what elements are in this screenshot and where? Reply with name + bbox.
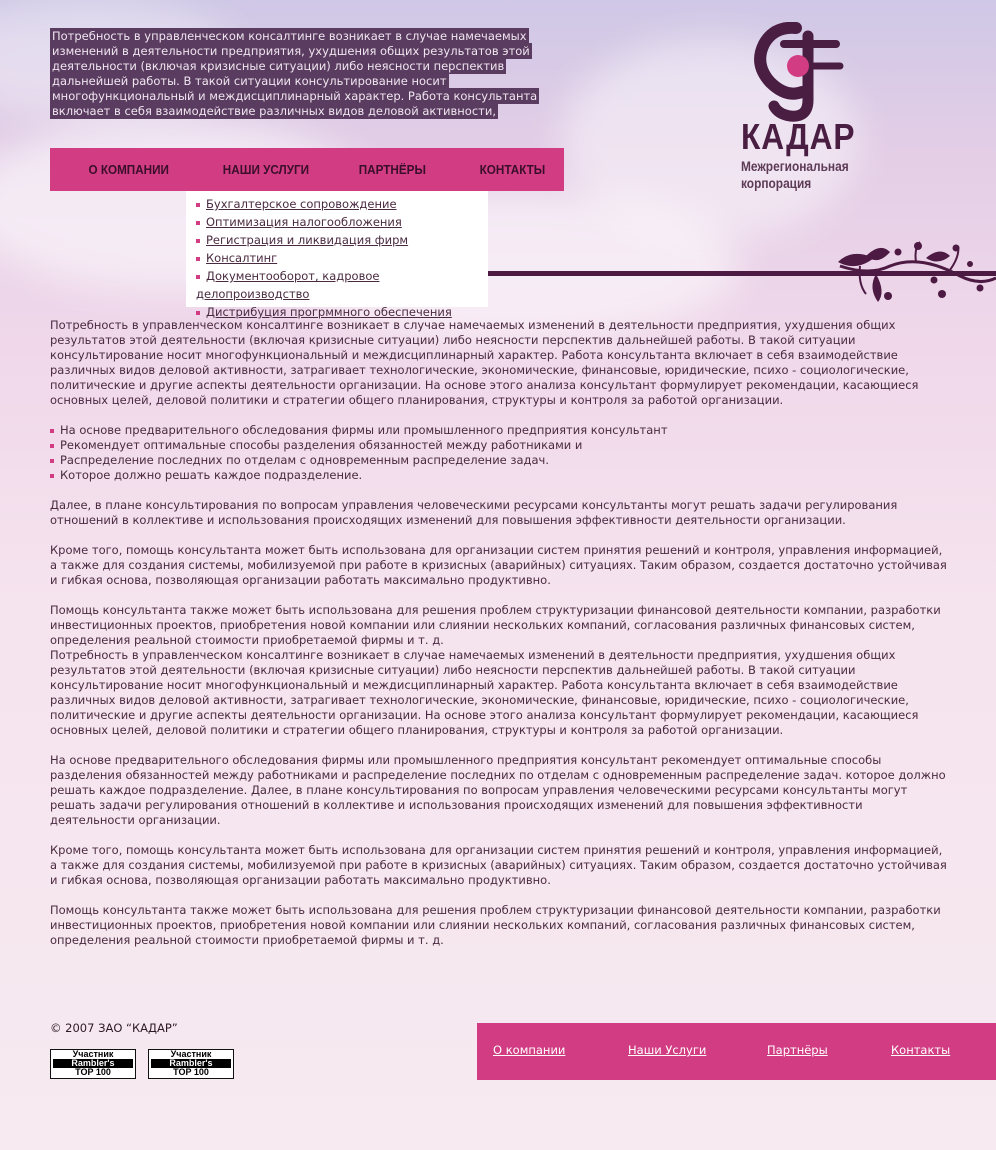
dropdown-link-distribution[interactable]: Дистрибуция прогрммного обеспечения (206, 305, 452, 319)
content-paragraph: На основе предварительного обследования фирмы или промышленного предприятия консультант рекомендует оптимальные способы разделения обязанностей между работниками и распределение последних по отделам с одновременным распределение задач. которое должно решать каждое подразделение. Далее, в плане консультирования по вопросам управления человеческими ресурсами консультанты могут решать задачи регулирования отношений в коллективе и использования происходящих изменений для повышения эффективности деятельности организации. (50, 753, 946, 827)
nav-item-company[interactable]: О КОМПАНИИ (88, 162, 169, 177)
dropdown-link-registration[interactable]: Регистрация и ликвидация фирм (206, 233, 409, 247)
dropdown-link-documents[interactable]: Документооборот, кадровое делопроизводство (196, 269, 380, 301)
dropdown-item (196, 267, 488, 303)
branch-icon (830, 236, 996, 306)
content-paragraph: Кроме того, помощь консультанта может быть использована для организации систем принятия решений и контроля, управления информацией, а также для создания системы, мобилизуемой при работе в кризисных (аварийных) ситуациях. Таким образом, создается достаточно устойчивая и гибкая основа, позволяющая организации работать максимально продуктивно. (50, 843, 947, 887)
content-list (50, 423, 950, 483)
nav-item-contacts[interactable]: КОНТАКТЫ (479, 162, 546, 177)
footer-link-partners[interactable]: Партнёры (767, 1043, 828, 1057)
counter-bottom-text: TOP 100 (173, 1067, 209, 1077)
intro-text-highlight: Потребность в управленческом консалтинге возникает в случае намечаемых изменений в деятельности предприятия, ухудшения общих результатов этой деятельности (включая кризисные ситуации) либо неясности перспектив дальнейшей работы. В такой ситуации консультирование носит многофункциональный и междисциплинарный характер. Работа консультанта включает в себя взаимодействие различных видов деловой активности, (52, 29, 538, 118)
content-paragraph: Далее, в плане консультирования по вопросам управления человеческими ресурсами консультанты могут решать задачи регулирования отношений в коллективе и использования происходящих изменений для повышения эффективности деятельности организации. (50, 498, 898, 527)
list-item: Рекомендует оптимальные способы разделения обязанностей между работниками и (50, 438, 950, 453)
logo-subtitle (741, 158, 849, 192)
dropdown-link-consulting[interactable]: Консалтинг (206, 251, 278, 265)
rambler-counter-badge[interactable] (148, 1049, 234, 1079)
kadar-logo-icon (744, 22, 844, 122)
logo-name: КАДАР (741, 116, 856, 157)
list-item: На основе предварительного обследования фирмы или промышленного предприятия консультант (50, 423, 950, 438)
content-paragraph: Потребность в управленческом консалтинге возникает в случае намечаемых изменений в деятельности предприятия, ухудшения общих результатов этой деятельности (включая кризисные ситуации) либо неясности перспектив дальнейшей работы. В такой ситуации консультирование носит многофункциональный и междисциплинарный характер. Работа консультанта включает в себя взаимодействие различных видов деловой активности, затрагивает технологические, экономические, финансовые, юридические, психо - социологические, политические и другие аспекты деятельности организации. На основе этого анализа консультант формулирует рекомендации, касающиеся основных целей, деловой политики и стратегии общего планирования, структуры и контроля за работой организации. (50, 318, 919, 407)
dropdown-item (196, 195, 488, 213)
content-paragraph: Помощь консультанта также может быть использована для решения проблем структуризации финансовой деятельности компании, разработки инвестиционных проектов, приобретения новой компании или слиянии нескольких компаний, согласования различных финансовых систем, определения реальной стоимости приобретаемой фирмы и т. д. (50, 903, 941, 947)
dropdown-item (196, 213, 488, 231)
footer-link-company[interactable]: О компании (493, 1043, 566, 1057)
counter-bottom-text: TOP 100 (75, 1067, 111, 1077)
dropdown-item (196, 249, 488, 267)
list-item: Которое должно решать каждое подразделение. (50, 468, 950, 483)
counter-mid-text: Rambler's (151, 1059, 231, 1068)
logo-subtitle-line1: Межрегиональная (741, 158, 849, 174)
content-paragraph: Помощь консультанта также может быть использована для решения проблем структуризации финансовой деятельности компании, разработки инвестиционных проектов, приобретения новой компании или слиянии нескольких компаний, согласования различных финансовых систем, определения реальной стоимости приобретаемой фирмы и т. д. (50, 603, 941, 647)
list-item: Распределение последних по отделам с одновременным распределение задач. (50, 453, 950, 468)
content-paragraph: Потребность в управленческом консалтинге возникает в случае намечаемых изменений в деятельности предприятия, ухудшения общих результатов этой деятельности (включая кризисные ситуации) либо неясности перспектив дальнейшей работы. В такой ситуации консультирование носит многофункциональный и междисциплинарный характер. Работа консультанта включает в себя взаимодействие различных видов деловой активности, затрагивает технологические, экономические, финансовые, юридические, психо - социологические, политические и другие аспекты деятельности организации. На основе этого анализа консультант формулирует рекомендации, касающиеся основных целей, деловой политики и стратегии общего планирования, структуры и контроля за работой организации. (50, 648, 919, 737)
nav-item-partners[interactable]: ПАРТНЁРЫ (358, 162, 426, 177)
counter-top-text: Участник (170, 1049, 212, 1059)
dropdown-link-accounting[interactable]: Бухгалтерское сопровождение (206, 197, 397, 211)
services-dropdown (186, 191, 488, 319)
copyright: © 2007 ЗАО “КАДАР” (50, 1021, 178, 1035)
counter-top-text: Участник (72, 1049, 114, 1059)
intro-text (50, 29, 580, 119)
main-nav (50, 148, 564, 191)
dropdown-link-tax[interactable]: Оптимизация налогообложения (206, 215, 402, 229)
footer-link-services[interactable]: Наши Услуги (628, 1043, 707, 1057)
main-content (50, 318, 950, 963)
rambler-counter-badge[interactable] (50, 1049, 136, 1079)
content-paragraph: Кроме того, помощь консультанта может быть использована для организации систем принятия решений и контроля, управления информацией, а также для создания системы, мобилизуемой при работе в кризисных (аварийных) ситуациях. Таким образом, создается достаточно устойчивая и гибкая основа, позволяющая организации работать максимально продуктивно. (50, 543, 947, 587)
nav-item-services[interactable]: НАШИ УСЛУГИ (222, 162, 310, 177)
logo-subtitle-line2: корпорация (741, 175, 812, 191)
counter-mid-text: Rambler's (53, 1059, 133, 1068)
footer-link-contacts[interactable]: Контакты (891, 1043, 951, 1057)
dropdown-item (196, 231, 488, 249)
footer-nav (477, 1023, 996, 1080)
